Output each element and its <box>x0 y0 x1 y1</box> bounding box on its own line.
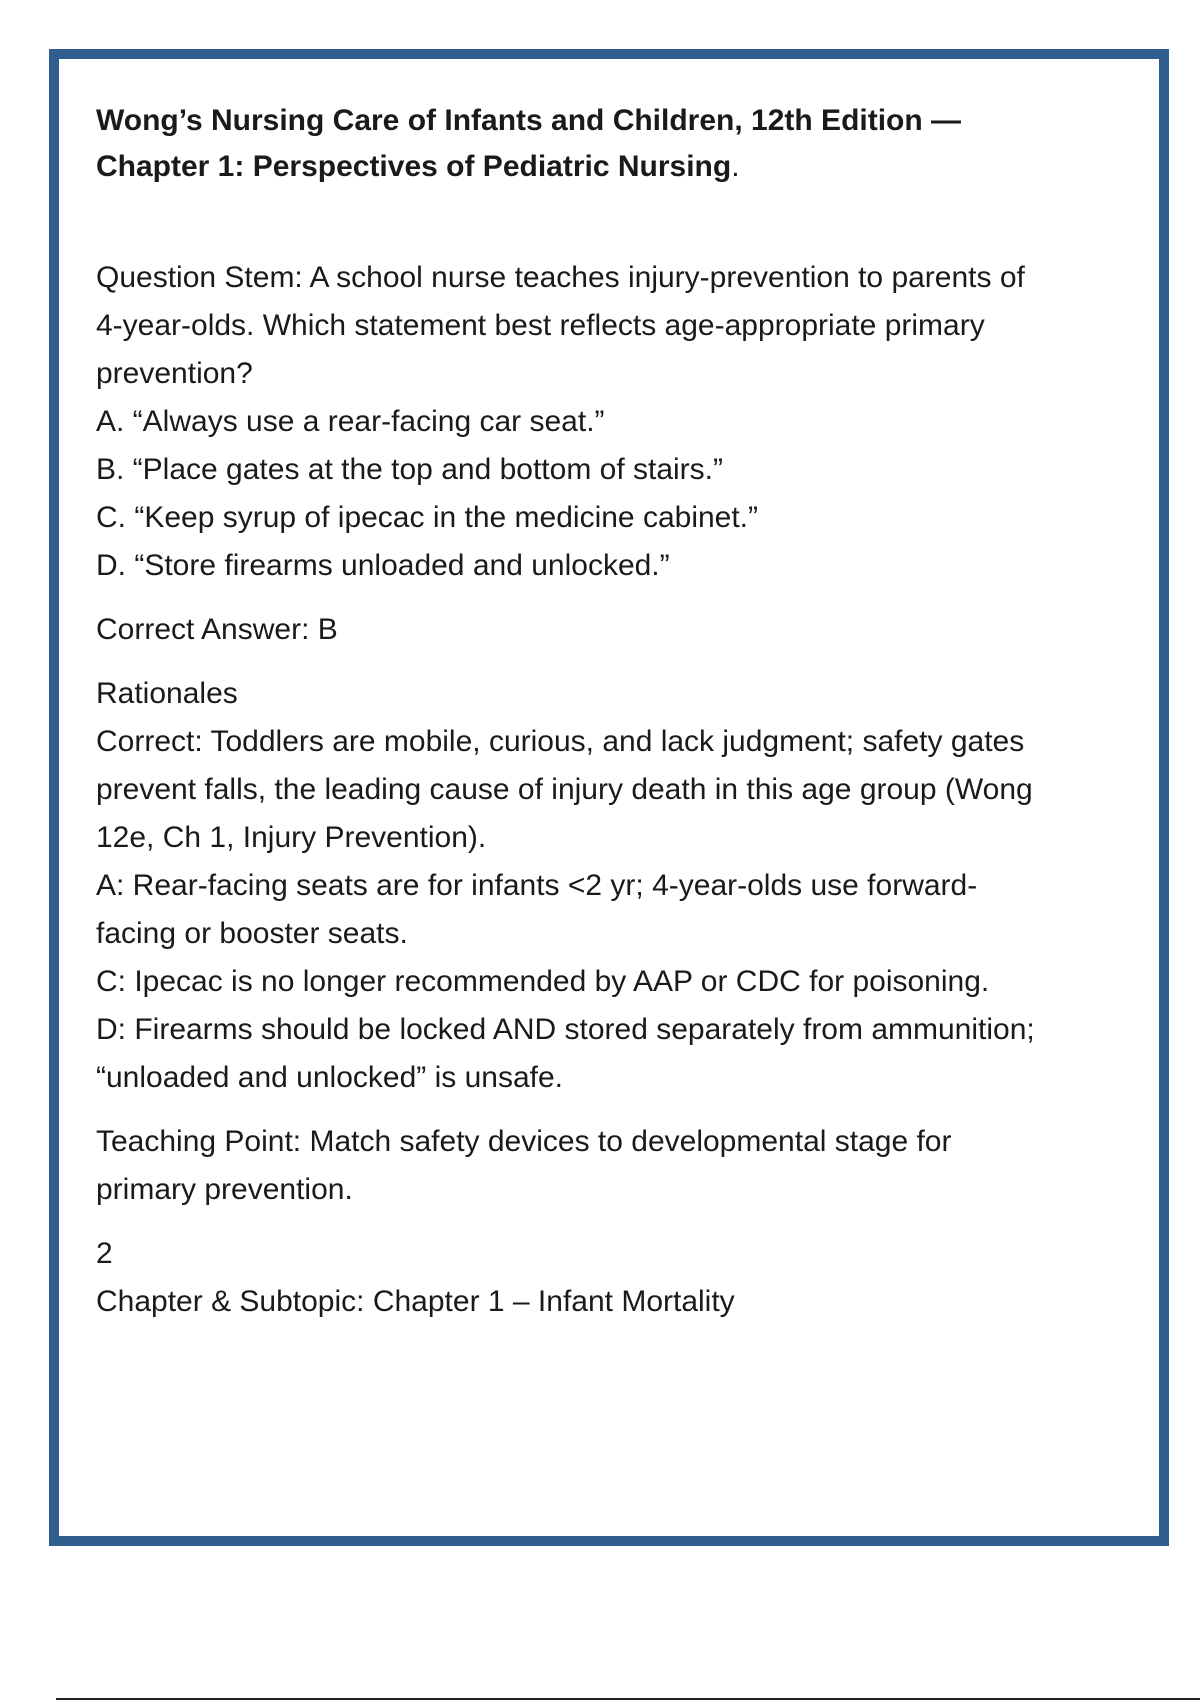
option-c: C. “Keep syrup of ipecac in the medicine cabinet.” <box>96 501 759 534</box>
title-line-2-text: Chapter 1: Perspectives of Pediatric Nursing <box>96 150 732 183</box>
rationale-correct: Correct: Toddlers are mobile, curious, and lack judgment; safety gates prevent falls, the leading cause of injury death in this age group (Wong 12e, Ch 1, Injury Prevention). <box>96 725 1033 854</box>
teaching-point: Teaching Point: Match safety devices to developmental stage for primary prevention. <box>96 1125 952 1206</box>
rationale-d: D: Firearms should be locked AND stored separately from ammunition; “unloaded and unlocked” is unsafe. <box>96 1013 1035 1094</box>
rationale-c: C: Ipecac is no longer recommended by AAP or CDC for poisoning. <box>96 965 990 998</box>
document-title <box>96 98 1056 190</box>
rationales-heading: Rationales <box>96 677 238 710</box>
rationale-a: A: Rear-facing seats are for infants <2 yr; 4-year-olds use forward-facing or booster seats. <box>96 869 978 950</box>
title-line-2 <box>96 144 1056 190</box>
next-chapter-subtopic: Chapter & Subtopic: Chapter 1 – Infant Mortality <box>96 1285 735 1318</box>
option-d: D. “Store firearms unloaded and unlocked.” <box>96 549 670 582</box>
document-content <box>96 98 1056 1326</box>
title-line-1: Wong’s Nursing Care of Infants and Children, 12th Edition — <box>96 104 962 137</box>
question-stem: Question Stem: A school nurse teaches injury-prevention to parents of 4-year-olds. Which statement best reflects age-appropriate primary prevention? <box>96 261 1025 390</box>
option-b: B. “Place gates at the top and bottom of stairs.” <box>96 453 723 486</box>
title-period: . <box>731 150 740 183</box>
correct-answer: Correct Answer: B <box>96 613 338 646</box>
next-question-number: 2 <box>96 1237 113 1270</box>
option-a: A. “Always use a rear-facing car seat.” <box>96 405 605 438</box>
